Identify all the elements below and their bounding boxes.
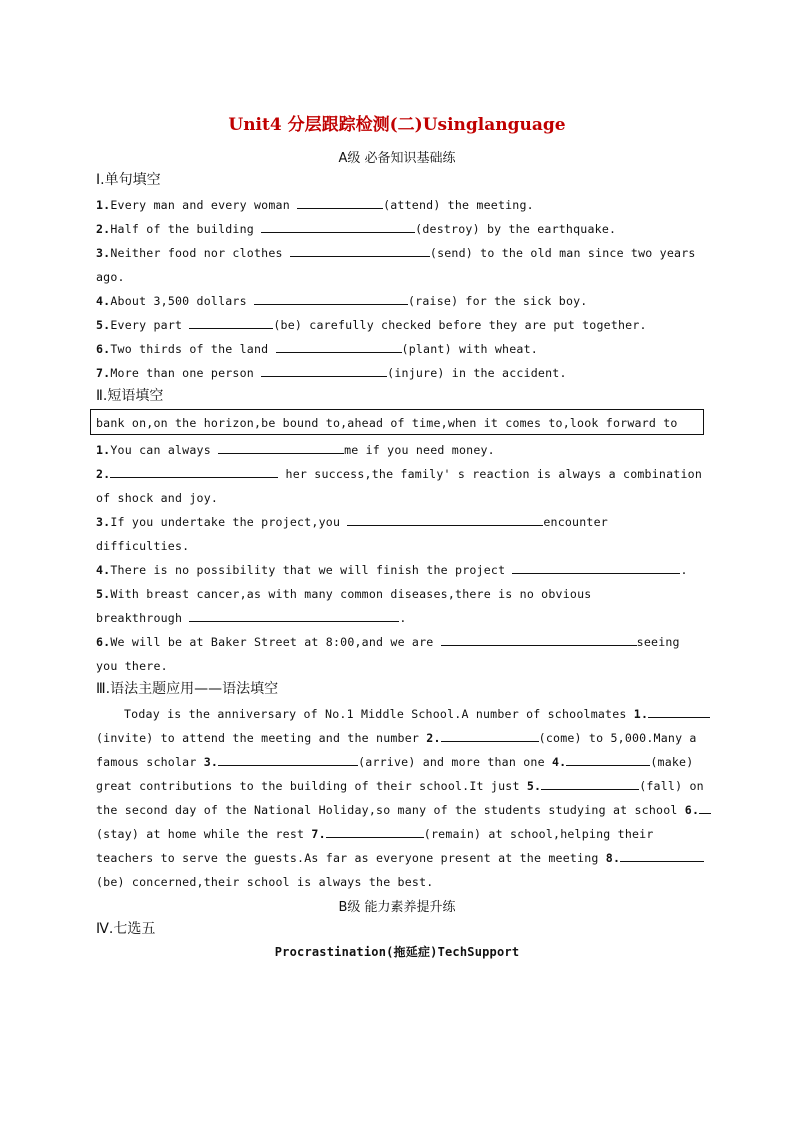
s3-line-5: the second day of the National Holiday,so many of the students studying at school 6. (96, 800, 711, 820)
answer-blank[interactable] (276, 340, 402, 353)
answer-blank[interactable] (541, 777, 639, 790)
s3-line-8: (be) concerned,their school is always the best. (96, 875, 434, 889)
s2-item-4: 4.There is no possibility that we will finish the project . (96, 563, 688, 577)
answer-blank[interactable] (110, 465, 278, 478)
answer-blank[interactable] (261, 220, 415, 233)
s3-line-7: teachers to serve the guests.As far as everyone present at the meeting 8. (96, 848, 704, 868)
passage-title: Procrastination(拖延症)TechSupport (274, 945, 520, 959)
level-b-heading: B级 能力素养提升练 (338, 900, 456, 915)
s2-item-6-cont: you there. (96, 659, 168, 673)
answer-blank[interactable] (512, 561, 680, 574)
s1-item-1: 1.Every man and every woman (attend) the meeting. (96, 198, 534, 212)
s3-line-3: famous scholar 3. (arrive) and more than one 4. (make) (96, 755, 694, 769)
answer-blank[interactable] (441, 729, 539, 742)
answer-blank[interactable] (218, 441, 344, 454)
section-3-heading: Ⅲ.语法主题应用——语法填空 (96, 681, 279, 697)
s1-item-2: 2.Half of the building (destroy) by the earthquake. (96, 222, 617, 236)
s2-item-2-cont: of shock and joy. (96, 491, 219, 505)
level-a-heading: A级 必备知识基础练 (338, 151, 456, 166)
answer-blank[interactable] (620, 849, 704, 862)
answer-blank[interactable] (261, 364, 387, 377)
answer-blank[interactable] (290, 244, 430, 257)
s2-item-3: 3.If you undertake the project,you encounter (96, 515, 608, 529)
s2-item-3-cont: difficulties. (96, 539, 190, 553)
s3-line-6: (stay) at home while the rest 7. (remain) at school,helping their (96, 827, 654, 841)
s2-item-6: 6.We will be at Baker Street at 8:00,and we are seeing (96, 635, 680, 649)
s1-item-3: 3.Neither food nor clothes (send) to the old man since two years (96, 246, 696, 260)
s2-item-1: 1.You can always me if you need money. (96, 443, 495, 457)
section-4-heading: Ⅳ.七选五 (96, 921, 156, 937)
answer-blank[interactable] (441, 633, 637, 646)
answer-blank[interactable] (699, 801, 711, 814)
s2-item-5: 5.With breast cancer,as with many common diseases,there is no obvious (96, 587, 592, 601)
s1-item-4: 4.About 3,500 dollars (raise) for the sick boy. (96, 294, 588, 308)
s3-line-1: Today is the anniversary of No.1 Middle School.A number of schoolmates 1. (96, 704, 710, 724)
answer-blank[interactable] (254, 292, 408, 305)
s3-line-4: great contributions to the building of their school.It just 5. (fall) on (96, 779, 704, 793)
phrase-bank: bank on,on the horizon,be bound to,ahead of time,when it comes to,look forward to (90, 409, 704, 435)
answer-blank[interactable] (648, 705, 710, 718)
answer-blank[interactable] (326, 825, 424, 838)
s2-item-2: 2. her success,the family' s reaction is always a combination (96, 467, 702, 481)
section-2-heading: Ⅱ.短语填空 (96, 388, 164, 404)
answer-blank[interactable] (189, 609, 399, 622)
answer-blank[interactable] (189, 316, 273, 329)
s1-item-6: 6.Two thirds of the land (plant) with wheat. (96, 342, 538, 356)
document-title: Unit4 分层跟踪检测(二)Usinglanguage (228, 115, 566, 135)
answer-blank[interactable] (297, 196, 383, 209)
answer-blank[interactable] (566, 753, 650, 766)
s2-item-5-cont: breakthrough . (96, 611, 407, 625)
section-1-heading: Ⅰ.单句填空 (96, 172, 161, 188)
s1-item-7: 7.More than one person (injure) in the accident. (96, 366, 567, 380)
s1-item-3-cont: ago. (96, 270, 125, 284)
answer-blank[interactable] (218, 753, 358, 766)
s3-line-2: (invite) to attend the meeting and the number 2. (come) to 5,000.Many a (96, 731, 697, 745)
answer-blank[interactable] (347, 513, 543, 526)
s1-item-5: 5.Every part (be) carefully checked before they are put together. (96, 318, 647, 332)
